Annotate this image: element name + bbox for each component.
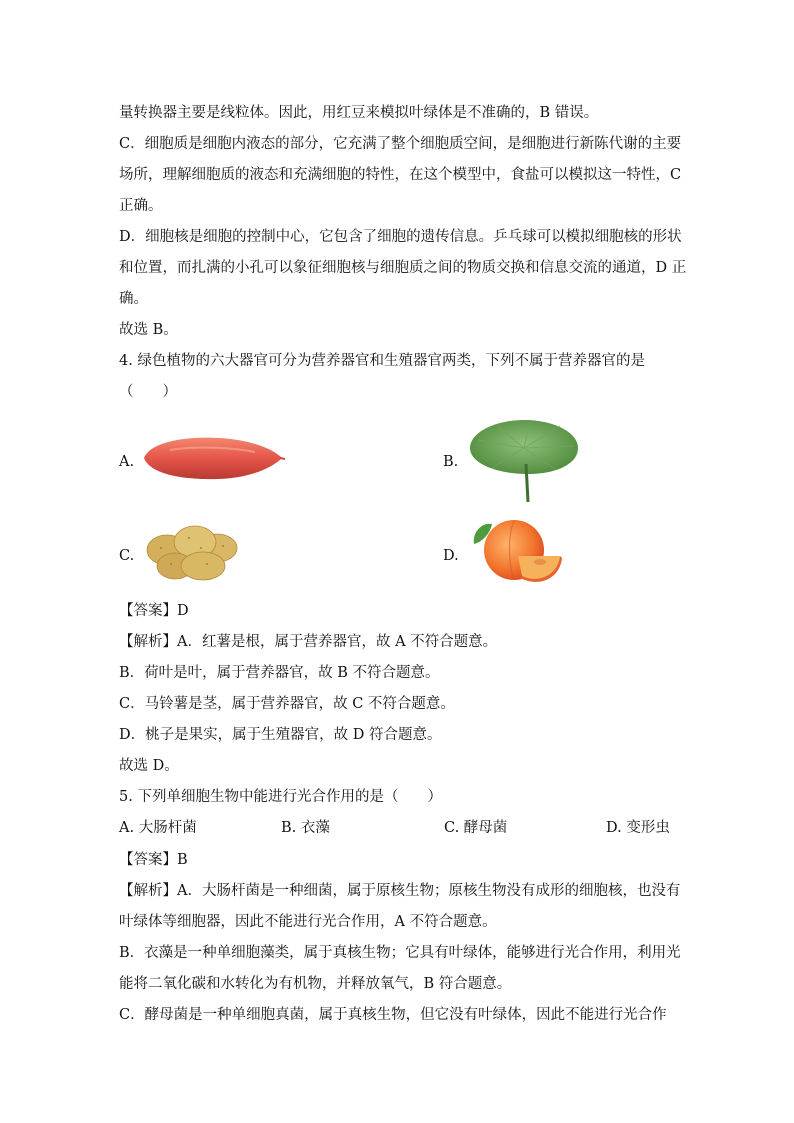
text-line: 【解析】A．红薯是根，属于营养器官，故 A 不符合题意。 xyxy=(119,634,498,650)
text-line: 确。 xyxy=(119,291,148,307)
option-c-label: C. xyxy=(119,548,135,564)
answer-line: 【答案】B xyxy=(119,852,188,868)
text-line: C．马铃薯是茎，属于营养器官，故 C 不符合题意。 xyxy=(119,696,455,712)
option-b-label: B. xyxy=(443,454,459,470)
text-line: C．酵母菌是一种单细胞真菌，属于真核生物，但它没有叶绿体，因此不能进行光合作 xyxy=(119,1007,667,1023)
text-line: 和位置，而扎满的小孔可以象征细胞核与细胞质之间的物质交换和信息交流的通道，D 正 xyxy=(119,260,687,276)
text-line: C．细胞质是细胞内液态的部分，它充满了整个细胞质空间，是细胞进行新陈代谢的主要 xyxy=(119,136,682,152)
lotus-leaf-image xyxy=(468,418,580,504)
text-line: B．衣藻是一种单细胞藻类，属于真核生物；它具有叶绿体，能够进行光合作用，利用光 xyxy=(119,945,681,961)
text-line: 【解析】A．大肠杆菌是一种细菌，属于原核生物；原核生物没有成形的细胞核，也没有 xyxy=(119,883,681,899)
text-line: 正确。 xyxy=(119,198,163,214)
q5-option-b: B. 衣藻 xyxy=(281,820,330,836)
text-line: 故选 D。 xyxy=(119,758,179,774)
text-line: 场所，理解细胞质的液态和充满细胞的特性，在这个模型中，食盐可以模拟这一特性，C xyxy=(119,167,682,183)
peach-image xyxy=(470,516,562,586)
q5-option-c: C. 酵母菌 xyxy=(444,820,508,836)
text-line: 故选 B。 xyxy=(119,322,178,338)
text-line: 能将二氧化碳和水转化为有机物，并释放氧气，B 符合题意。 xyxy=(119,976,512,992)
question-4: 4. 绿色植物的六大器官可分为营养器官和生殖器官两类，下列不属于营养器官的是 xyxy=(119,353,645,369)
text-line: 量转换器主要是线粒体。因此，用红豆来模拟叶绿体是不准确的，B 错误。 xyxy=(119,105,599,121)
question-5: 5. 下列单细胞生物中能进行光合作用的是（ ） xyxy=(119,789,442,805)
potato-image xyxy=(145,518,240,582)
text-line: 叶绿体等细胞器，因此不能进行光合作用，A 不符合题意。 xyxy=(119,914,497,930)
q5-option-a: A. 大肠杆菌 xyxy=(119,820,197,836)
answer-brackets: （ ） xyxy=(119,384,177,400)
text-line: B．荷叶是叶，属于营养器官，故 B 不符合题意。 xyxy=(119,665,440,681)
sweet-potato-image xyxy=(140,432,285,484)
option-a-label: A. xyxy=(119,454,135,470)
answer-line: 【答案】D xyxy=(119,603,189,619)
q5-option-d: D. 变形虫 xyxy=(606,820,670,836)
option-d-label: D. xyxy=(443,548,459,564)
text-line: D．桃子是果实，属于生殖器官，故 D 符合题意。 xyxy=(119,727,442,743)
text-line: D．细胞核是细胞的控制中心，它包含了细胞的遗传信息。乒乓球可以模拟细胞核的形状 xyxy=(119,229,682,245)
